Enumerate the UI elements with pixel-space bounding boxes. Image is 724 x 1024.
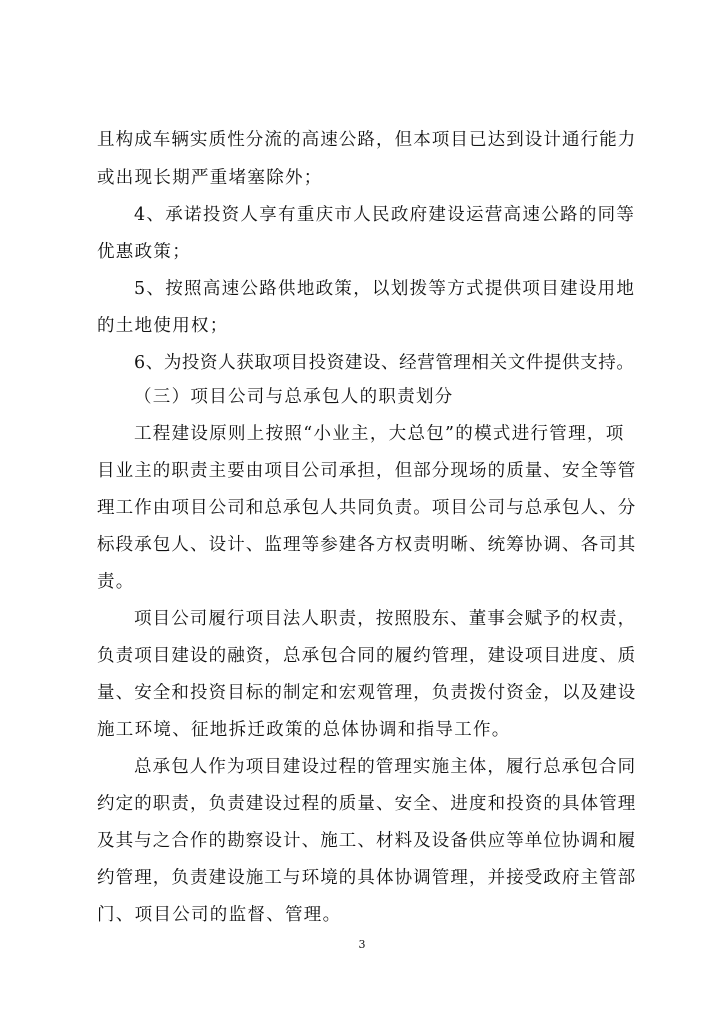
- text-line: [0, 197, 724, 233]
- text-line-content: 总承包人作为项目建设过程的管理实施主体，履行总承包合同: [134, 757, 637, 777]
- text-line-content: 责。: [97, 572, 135, 592]
- text-line-content: 约定的职责，负责建设过程的质量、安全、进度和投资的具体管理: [97, 794, 637, 814]
- text-line-content: 及其与之合作的勘察设计、施工、材料及设备供应等单位协调和履: [97, 831, 637, 851]
- text-line: [0, 490, 724, 526]
- text-line-content: 量、安全和投资目标的制定和宏观管理，负责拨付资金，以及建设: [97, 683, 637, 703]
- text-line: [0, 453, 724, 489]
- text-line-content: 4、承诺投资人享有重庆市人民政府建设运营高速公路的同等: [134, 205, 636, 225]
- text-line-content: 5、按照高速公路供地政策，以划拨等方式提供项目建设用地: [134, 279, 636, 299]
- page-number: 3: [358, 938, 366, 951]
- text-line: [0, 786, 724, 822]
- text-line: [0, 271, 724, 307]
- text-line: [0, 234, 724, 270]
- text-line-content: 理工作由项目公司和总承包人共同负责。项目公司与总承包人、分: [97, 498, 637, 518]
- text-line: [0, 308, 724, 344]
- text-line: [0, 860, 724, 896]
- text-line: [0, 160, 724, 196]
- section-heading-text: （三）项目公司与总承包人的职责划分: [134, 387, 454, 407]
- text-line-content: 门、项目公司的监督、管理。: [97, 905, 342, 925]
- text-line: [0, 527, 724, 563]
- text-line-content: 约管理，负责建设施工与环境的具体协调管理，并接受政府主管部: [97, 868, 637, 888]
- text-line-content: 的土地使用权；: [97, 316, 229, 336]
- text-line: [0, 564, 724, 600]
- text-line-content: 标段承包人、设计、监理等参建各方权责明晰、统筹协调、各司其: [97, 535, 637, 555]
- text-line-content: 且构成车辆实质性分流的高速公路，但本项目已达到设计通行能力: [97, 130, 637, 150]
- text-line-content: 6、为投资人获取项目投资建设、经营管理相关文件提供支持。: [134, 353, 635, 373]
- text-line: [0, 897, 724, 933]
- text-line: [0, 712, 724, 748]
- text-line-content: 或出现长期严重堵塞除外；: [97, 168, 323, 188]
- text-line: [0, 416, 724, 452]
- text-line-content: 负责项目建设的融资，总承包合同的履约管理，建设项目进度、质: [97, 646, 637, 666]
- text-line-content: 目业主的职责主要由项目公司承担，但部分现场的质量、安全等管: [97, 461, 637, 481]
- text-line: [0, 601, 724, 637]
- text-line: [0, 122, 724, 158]
- text-line-content: 施工环境、征地拆迁政策的总体协调和指导工作。: [97, 720, 511, 740]
- text-line: [0, 638, 724, 674]
- text-line: [0, 749, 724, 785]
- text-line-content: 优惠政策；: [97, 242, 191, 262]
- text-line-content: 项目公司履行项目法人职责，按照股东、董事会赋予的权责，: [134, 609, 637, 629]
- section-heading: [0, 379, 724, 415]
- text-line: [0, 823, 724, 859]
- text-line-content: 工程建设原则上按照“小业主，大总包”的模式进行管理，项: [134, 424, 625, 444]
- text-line: [0, 345, 724, 381]
- text-line: [0, 675, 724, 711]
